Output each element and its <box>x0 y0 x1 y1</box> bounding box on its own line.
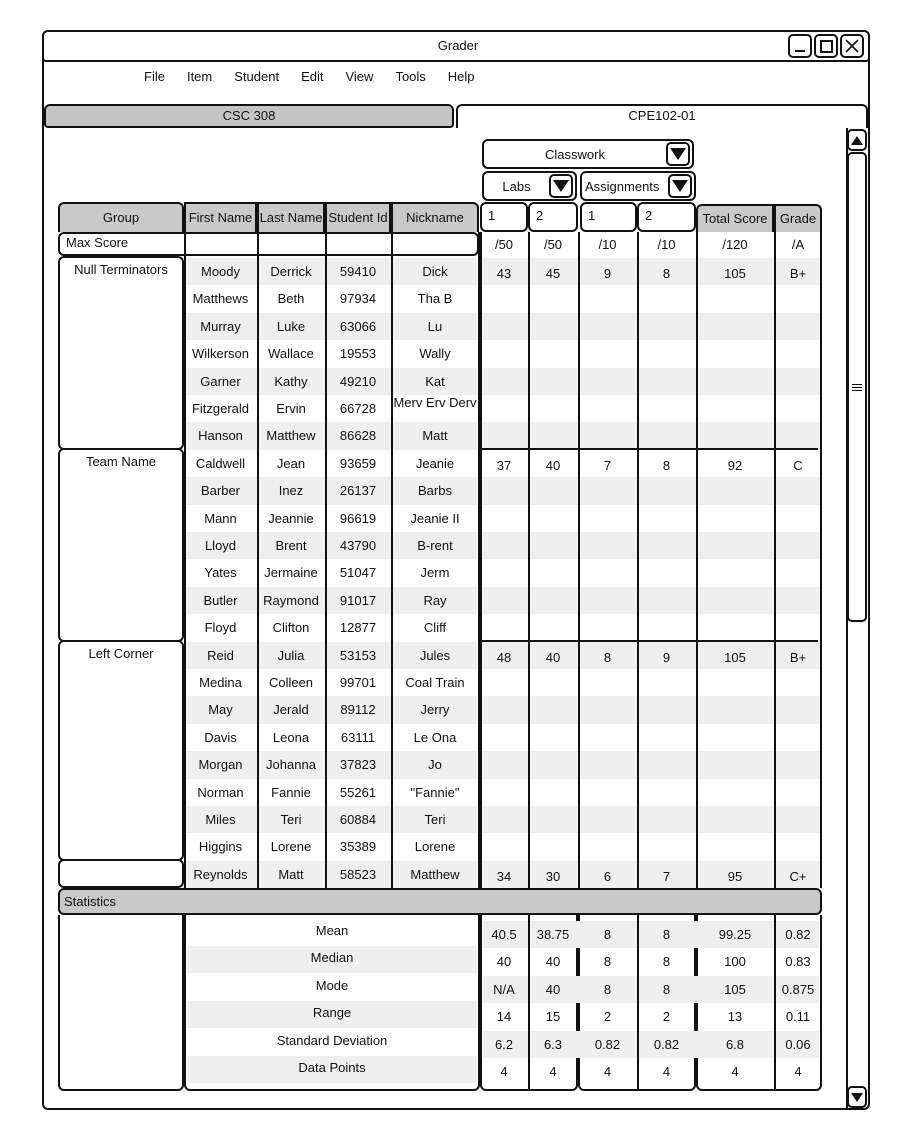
student-last-name[interactable]: Garner <box>200 373 241 389</box>
statistic-label: Mode <box>315 977 349 993</box>
group-score-total-score[interactable]: 105 <box>724 649 746 665</box>
column-divider <box>774 915 776 1089</box>
group-score-assignment-1[interactable]: 8 <box>603 649 612 665</box>
student-last-name[interactable]: Yates <box>204 565 237 581</box>
student-first-name[interactable]: Inez <box>278 483 304 499</box>
column-divider <box>637 915 639 1089</box>
statistic-assignment-1: 0.82 <box>594 1036 621 1052</box>
column-divider <box>696 232 698 888</box>
labs-dropdown-label: Labs <box>502 178 531 194</box>
column-divider <box>820 232 822 888</box>
statistic-grade: 0.06 <box>785 1036 811 1052</box>
row-stripe <box>482 751 820 778</box>
maximize-icon <box>820 40 833 53</box>
student-nickname[interactable]: Lu <box>427 318 443 334</box>
row-stripe <box>482 806 820 833</box>
statistic-lab-2: 15 <box>545 1009 561 1025</box>
student-first-name[interactable]: Raymond <box>263 592 319 608</box>
statistic-assignment-1: 8 <box>603 954 612 970</box>
statistic-lab-2: 6.3 <box>543 1036 563 1052</box>
max-score-lab-1: /50 <box>494 237 514 252</box>
student-last-name[interactable]: Matthews <box>192 291 249 307</box>
group-score-assignment-2[interactable]: 7 <box>662 868 671 884</box>
column-divider <box>528 915 530 1089</box>
student-last-name[interactable]: Lloyd <box>204 538 237 553</box>
student-last-name[interactable]: Reynolds <box>193 866 248 882</box>
row-stripe <box>482 422 820 449</box>
student-nickname[interactable]: Jerm <box>420 565 450 581</box>
menu-bar <box>144 66 497 88</box>
close-icon <box>844 38 860 54</box>
group-score-assignment-1[interactable]: 9 <box>603 266 612 281</box>
student-last-name[interactable]: Butler <box>203 592 238 608</box>
menu-item[interactable]: Item <box>186 69 213 84</box>
student-last-name[interactable]: Moody <box>200 264 241 279</box>
statistic-label: Standard Deviation <box>276 1032 388 1048</box>
student-first-name[interactable]: Derrick <box>270 264 312 279</box>
student-last-name[interactable]: Barber <box>200 483 241 499</box>
classwork-dropdown[interactable] <box>482 139 694 169</box>
group-score-assignment-1[interactable]: 6 <box>603 868 612 884</box>
statistic-assignment-1: 4 <box>603 1064 612 1079</box>
column-divider <box>325 232 327 888</box>
group-cell[interactable] <box>58 448 184 642</box>
student-first-name[interactable]: Jermaine <box>264 565 318 581</box>
scroll-thumb[interactable] <box>847 152 867 622</box>
student-student-id[interactable]: 19553 <box>339 346 377 362</box>
student-student-id[interactable]: 63111 <box>340 729 376 745</box>
statistics-blank-cell <box>58 915 184 1091</box>
student-nickname[interactable]: Tha B <box>417 291 453 307</box>
student-first-name[interactable]: Matthew <box>266 428 316 444</box>
chevron-down-icon <box>666 142 690 166</box>
statistic-lab-2: 40 <box>545 954 561 970</box>
statistic-assignment-2: 8 <box>662 927 671 942</box>
group-score-lab-1[interactable]: 37 <box>496 457 512 473</box>
minimize-button[interactable] <box>788 34 812 58</box>
column-divider <box>528 232 530 888</box>
group-name: Left Corner <box>88 645 154 661</box>
arrow-down-icon <box>851 1093 863 1102</box>
student-last-name[interactable]: Mann <box>204 510 237 526</box>
student-nickname[interactable]: Jeanie II <box>410 510 460 526</box>
statistic-assignment-2: 8 <box>662 954 671 970</box>
statistic-lab-1: 6.2 <box>494 1036 514 1052</box>
statistic-lab-1: 40 <box>496 954 512 970</box>
student-student-id[interactable]: 58523 <box>339 866 377 882</box>
title-bar <box>42 30 870 62</box>
student-first-name[interactable]: Jeannie <box>268 510 314 526</box>
student-student-id[interactable]: 51047 <box>339 565 377 581</box>
student-nickname[interactable]: Coal Train <box>405 675 465 690</box>
statistic-grade: 0.82 <box>785 927 811 942</box>
student-student-id[interactable]: 99701 <box>339 675 377 690</box>
student-nickname[interactable]: Matthew <box>410 866 460 882</box>
statistic-assignment-2: 8 <box>662 981 671 997</box>
labs-dropdown[interactable] <box>482 171 577 201</box>
group-divider <box>480 448 818 450</box>
statistic-grade: 4 <box>794 1064 802 1079</box>
scroll-up-button[interactable] <box>847 129 867 151</box>
group-score-assignment-2[interactable]: 8 <box>662 266 671 281</box>
student-last-name[interactable]: Caldwell <box>195 455 246 471</box>
menu-student[interactable]: Student <box>234 69 280 84</box>
arrow-up-icon <box>851 136 863 145</box>
student-first-name[interactable]: Kathy <box>274 373 308 389</box>
student-first-name[interactable]: Julia <box>277 647 305 663</box>
group-name: Team Name <box>85 453 157 469</box>
student-last-name[interactable]: Murray <box>200 318 241 334</box>
group-score-grade[interactable]: C <box>793 457 803 473</box>
group-cell[interactable] <box>58 640 184 861</box>
column-header-student-id[interactable]: Student Id <box>325 202 391 232</box>
student-last-name[interactable]: Norman <box>197 784 244 800</box>
student-last-name[interactable]: Reid <box>207 647 234 663</box>
group-score-assignment-2[interactable]: 8 <box>662 457 671 473</box>
student-nickname[interactable]: Matt <box>422 428 448 444</box>
student-student-id[interactable]: 89112 <box>340 702 376 718</box>
statistic-total-score: 99.25 <box>718 927 752 942</box>
column-header-grade[interactable]: Grade <box>774 204 822 232</box>
student-student-id[interactable]: 97934 <box>339 291 377 307</box>
row-stripe <box>482 368 820 395</box>
group-score-grade[interactable]: C+ <box>789 868 807 884</box>
student-last-name[interactable]: Davis <box>204 729 237 745</box>
group-score-lab-2[interactable]: 40 <box>545 649 561 665</box>
student-last-name[interactable]: Wilkerson <box>191 346 250 362</box>
menu-view[interactable]: View <box>345 69 374 84</box>
student-student-id[interactable]: 96619 <box>339 510 377 526</box>
statistic-lab-2: 40 <box>545 981 561 997</box>
row-stripe <box>482 532 820 559</box>
student-student-id[interactable]: 43790 <box>339 538 377 553</box>
grip-icon <box>852 384 862 391</box>
student-student-id[interactable]: 93659 <box>339 455 377 471</box>
group-score-lab-1[interactable]: 34 <box>496 868 512 884</box>
statistic-label: Range <box>312 1005 352 1021</box>
statistic-assignment-2: 2 <box>662 1009 671 1025</box>
row-stripe <box>482 587 820 614</box>
tab-cpe102-01[interactable]: CPE102-01 <box>456 104 868 128</box>
student-student-id[interactable]: 91017 <box>339 592 377 608</box>
lab-1-header[interactable]: 1 <box>480 202 528 232</box>
student-first-name[interactable]: Jean <box>276 455 306 471</box>
student-first-name[interactable]: Luke <box>276 318 306 334</box>
column-header-last-name[interactable]: Last Name <box>257 202 325 232</box>
student-last-name[interactable]: Floyd <box>204 620 237 636</box>
student-nickname[interactable]: "Fannie" <box>410 784 460 800</box>
column-divider <box>578 232 580 888</box>
chevron-down-icon <box>668 174 692 198</box>
student-student-id[interactable]: 63066 <box>339 318 377 334</box>
lab-2-header[interactable]: 2 <box>528 202 578 232</box>
group-name: Null Terminators <box>74 262 168 277</box>
student-first-name[interactable]: Lorene <box>270 839 312 855</box>
group-name <box>60 861 182 865</box>
column-divider <box>774 232 776 888</box>
student-nickname[interactable]: Kat <box>425 373 445 389</box>
student-first-name[interactable]: Brent <box>275 538 307 553</box>
student-last-name[interactable]: Miles <box>205 812 236 827</box>
group-divider <box>480 640 818 642</box>
column-divider <box>391 232 393 888</box>
max-score-total-score: /120 <box>722 237 748 252</box>
student-nickname[interactable]: Jules <box>419 647 451 663</box>
group-score-total-score[interactable]: 95 <box>727 868 743 884</box>
scroll-down-button[interactable] <box>847 1086 867 1108</box>
student-nickname[interactable]: Le Ona <box>413 729 457 745</box>
student-nickname[interactable]: Merv Erv Derv <box>393 395 477 410</box>
student-student-id[interactable]: 35389 <box>339 839 377 855</box>
student-nickname[interactable]: Jo <box>428 757 442 773</box>
group-score-lab-2[interactable]: 40 <box>545 457 561 473</box>
group-score-lab-1[interactable]: 48 <box>496 649 512 665</box>
statistic-lab-1: 14 <box>496 1009 512 1025</box>
student-last-name[interactable]: Higgins <box>198 839 243 855</box>
column-header-nickname[interactable]: Nickname <box>391 202 479 232</box>
assignments-dropdown-label: Assignments <box>585 178 660 194</box>
student-first-name[interactable]: Leona <box>272 729 310 745</box>
student-first-name[interactable]: Ervin <box>276 401 306 416</box>
student-first-name[interactable]: Johanna <box>266 757 316 773</box>
statistic-total-score: 105 <box>724 981 746 997</box>
student-first-name[interactable]: Matt <box>278 866 304 882</box>
student-first-name[interactable]: Teri <box>280 812 302 827</box>
close-button[interactable] <box>840 34 864 58</box>
statistic-lab-2: 38.75 <box>536 927 570 942</box>
student-nickname[interactable]: Ray <box>423 592 447 608</box>
column-divider <box>184 232 186 888</box>
max-score-grade: /A <box>791 237 805 252</box>
statistic-lab-1: 40.5 <box>491 927 517 942</box>
student-first-name[interactable]: Colleen <box>268 675 314 690</box>
statistic-assignment-1: 8 <box>603 927 612 942</box>
group-score-assignment-2[interactable]: 9 <box>662 649 671 665</box>
statistic-grade: 0.875 <box>781 981 815 997</box>
student-nickname[interactable]: Teri <box>424 812 446 827</box>
statistic-total-score: 100 <box>724 954 746 970</box>
statistic-grade: 0.11 <box>785 1009 811 1025</box>
assignment-1-header[interactable]: 1 <box>580 202 637 232</box>
menu-edit[interactable]: Edit <box>301 69 324 84</box>
chevron-down-icon <box>549 174 573 198</box>
student-nickname[interactable]: Barbs <box>418 483 452 499</box>
statistic-label: Mean <box>315 923 349 938</box>
group-score-lab-2[interactable]: 30 <box>545 868 561 884</box>
student-last-name[interactable]: Medina <box>199 675 242 690</box>
student-student-id[interactable]: 12877 <box>339 620 377 636</box>
student-first-name[interactable]: Clifton <box>272 620 310 636</box>
student-first-name[interactable]: Jerald <box>273 702 309 718</box>
assignment-2-header[interactable]: 2 <box>637 202 696 232</box>
group-score-total-score[interactable]: 92 <box>727 457 743 473</box>
statistic-total-score: 13 <box>727 1009 743 1025</box>
student-last-name[interactable]: Morgan <box>198 757 243 773</box>
student-student-id[interactable]: 60884 <box>339 812 377 827</box>
student-first-name[interactable]: Fannie <box>271 784 311 800</box>
group-cell[interactable] <box>58 256 184 450</box>
max-score-assignment-1: /10 <box>598 237 617 252</box>
student-nickname[interactable]: Jerry <box>420 702 450 718</box>
group-score-grade[interactable]: B+ <box>789 266 807 281</box>
statistic-lab-2: 4 <box>549 1064 557 1079</box>
student-first-name[interactable]: Wallace <box>268 346 314 362</box>
student-student-id[interactable]: 59410 <box>339 264 377 279</box>
row-stripe <box>482 477 820 504</box>
group-cell[interactable] <box>58 859 184 888</box>
max-score-assignment-2: /10 <box>657 237 676 252</box>
group-score-total-score[interactable]: 105 <box>724 266 746 281</box>
column-divider <box>257 232 259 888</box>
row-stripe <box>482 696 820 723</box>
minimize-icon <box>795 50 805 52</box>
classwork-dropdown-label: Classwork <box>545 146 605 162</box>
student-first-name[interactable]: Beth <box>277 291 305 307</box>
statistic-assignment-1: 8 <box>603 981 612 997</box>
statistic-assignment-2: 0.82 <box>653 1036 680 1052</box>
student-nickname[interactable]: Lorene <box>414 839 456 855</box>
student-student-id[interactable]: 49210 <box>339 373 377 389</box>
student-student-id[interactable]: 53153 <box>339 647 377 663</box>
student-student-id[interactable]: 37823 <box>339 757 377 773</box>
statistic-total-score: 6.8 <box>725 1036 745 1052</box>
tab-csc-308[interactable]: CSC 308 <box>44 104 454 128</box>
column-header-group[interactable]: Group <box>58 202 184 232</box>
student-nickname[interactable]: Jeanie <box>415 455 455 471</box>
menu-tools[interactable]: Tools <box>395 69 426 84</box>
student-nickname[interactable]: Wally <box>419 346 451 362</box>
group-score-assignment-1[interactable]: 7 <box>603 457 612 473</box>
max-score-label: Max Score <box>58 232 479 256</box>
statistics-header[interactable]: Statistics <box>58 888 822 915</box>
student-student-id[interactable]: 66728 <box>339 401 377 416</box>
group-score-lab-2[interactable]: 45 <box>545 266 561 281</box>
student-nickname[interactable]: B-rent <box>417 538 453 553</box>
student-student-id[interactable]: 26137 <box>339 483 377 499</box>
column-divider <box>637 232 639 888</box>
window-title: Grader <box>437 38 479 53</box>
group-score-grade[interactable]: B+ <box>789 649 807 665</box>
group-score-lab-1[interactable]: 43 <box>496 266 512 281</box>
statistic-label: Data Points <box>298 1060 366 1075</box>
statistic-assignment-1: 2 <box>603 1009 612 1025</box>
maximize-button[interactable] <box>814 34 838 58</box>
row-stripe <box>482 313 820 340</box>
statistic-assignment-2: 4 <box>662 1064 671 1079</box>
column-header-total-score[interactable]: Total Score <box>696 204 774 232</box>
student-student-id[interactable]: 86628 <box>339 428 377 444</box>
statistic-lab-1: 4 <box>500 1064 508 1079</box>
statistic-label: Median <box>310 950 354 966</box>
student-nickname[interactable]: Dick <box>422 264 448 279</box>
student-nickname[interactable]: Cliff <box>423 620 447 636</box>
menu-help[interactable]: Help <box>447 69 475 84</box>
student-last-name[interactable]: Hanson <box>198 428 243 444</box>
statistic-lab-1: N/A <box>493 981 515 997</box>
statistic-total-score: 4 <box>731 1064 739 1079</box>
column-header-first-name[interactable]: First Name <box>184 202 257 232</box>
column-divider <box>480 232 482 888</box>
menu-file[interactable]: File <box>144 69 165 84</box>
student-last-name[interactable]: Fitzgerald <box>191 401 250 416</box>
max-score-lab-2: /50 <box>543 237 563 252</box>
statistic-grade: 0.83 <box>785 954 811 970</box>
student-last-name[interactable]: May <box>208 702 233 718</box>
student-student-id[interactable]: 55261 <box>339 784 377 800</box>
assignments-dropdown[interactable] <box>580 171 696 201</box>
